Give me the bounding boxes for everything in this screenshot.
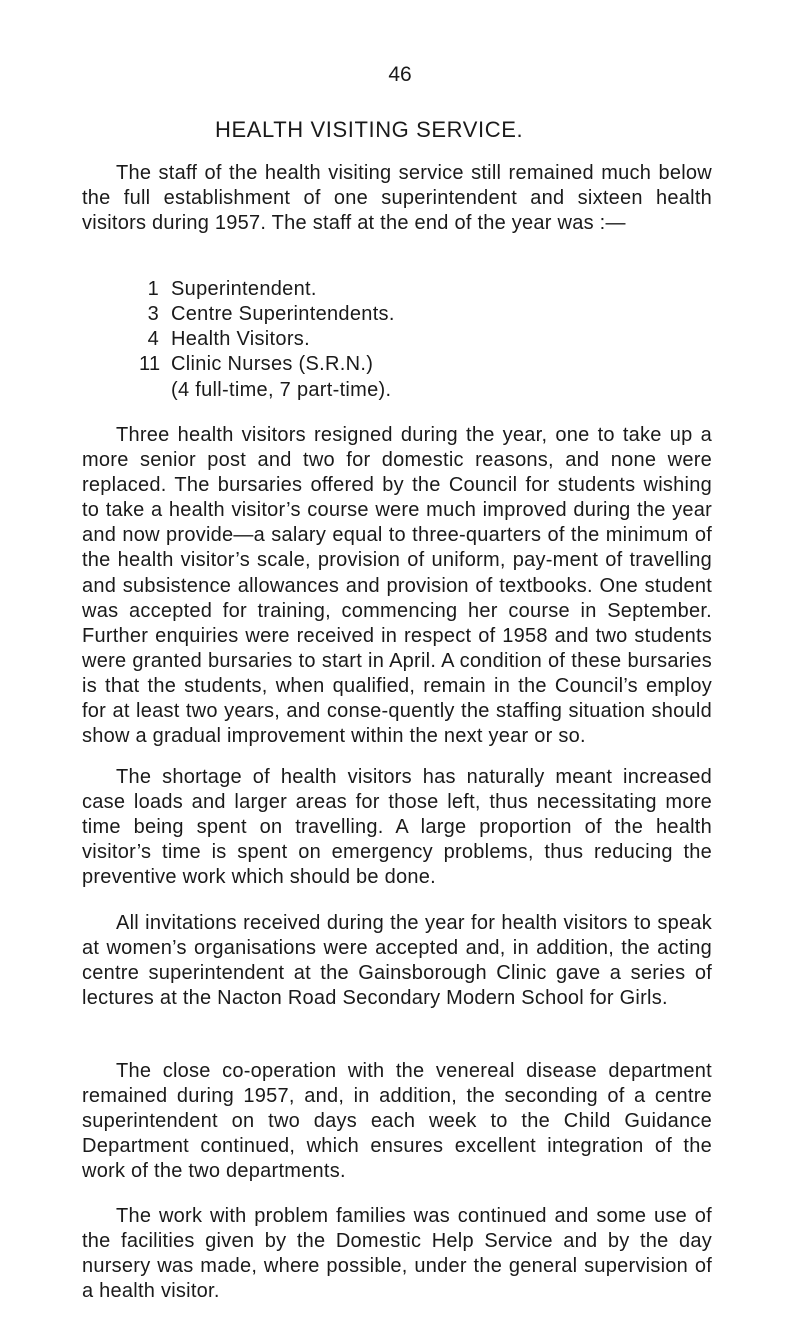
staff-list: [139, 277, 395, 377]
paragraph-shortage: The shortage of health visitors has naturally meant increased case loads and larger areas for those left, thus necessitating more time being spent on travelling. A large proportion of the health visitor’s time is spent on emergency problems, thus reducing the preventive work which should be done.: [82, 766, 712, 889]
paragraph-resignations-bursaries: Three health visitors resigned during the year, one to take up a more senior post and two for domestic reasons, and none were replaced. The bursaries offered by the Council for students wishing to take a health visitor’s course were much improved during the year and now provide—a salary equal to three-quarters of the minimum of the health visitor’s scale, provision of uniform, pay-ment of travelling and subsistence allowances and provision of textbooks. One student was accepted for training, commencing her course in September. Further enquiries were received in respect of 1958 and two students were granted bursaries to start in April. A condition of these bursaries is that the students, when qualified, remain in the Council’s employ for at least two years, and conse-quently the staffing situation should show a gradual improvement within the next year or so.: [82, 424, 712, 748]
paragraph-invitations: All invitations received during the year for health visitors to speak at women’s organisations were accepted and, in addition, the acting centre superintendent at the Gainsborough Clinic gave a series of lectures at the Nacton Road Secondary Modern School for Girls.: [82, 912, 712, 1010]
paragraph-problem-families: The work with problem families was continued and some use of the facilities given by the Domestic Help Service and by the day nursery was made, where possible, under the general supervision of a health visitor.: [82, 1205, 712, 1303]
staff-role: Clinic Nurses (S.R.N.): [171, 353, 374, 376]
staff-role: Centre Superintendents.: [171, 303, 395, 326]
staff-list-item: [139, 327, 395, 352]
staff-count: 11: [139, 353, 161, 376]
section-heading: HEALTH VISITING SERVICE.: [215, 117, 524, 142]
staff-count: 1: [147, 278, 159, 300]
staff-list-item: [139, 277, 395, 302]
intro-paragraph: The staff of the health visiting service still remained much below the full establishment of one superintendent and sixteen health visitors during 1957. The staff at the end of the year was :—: [82, 162, 712, 235]
staff-role: Superintendent.: [171, 278, 317, 300]
staff-count: 4: [147, 328, 159, 351]
paragraph-cooperation: The close co-operation with the venereal disease department remained during 1957, and, in addition, the seconding of a centre superintendent on two days each week to the Child Guidance Department continued, which ensures excellent integration of the work of the two departments.: [82, 1060, 712, 1183]
staff-note: (4 full-time, 7 part-time).: [171, 379, 392, 401]
staff-list-item: [139, 302, 395, 327]
staff-count: 3: [147, 303, 159, 326]
page-number: 46: [388, 63, 412, 86]
staff-list-item: [139, 352, 395, 377]
staff-role: Health Visitors.: [171, 328, 310, 351]
